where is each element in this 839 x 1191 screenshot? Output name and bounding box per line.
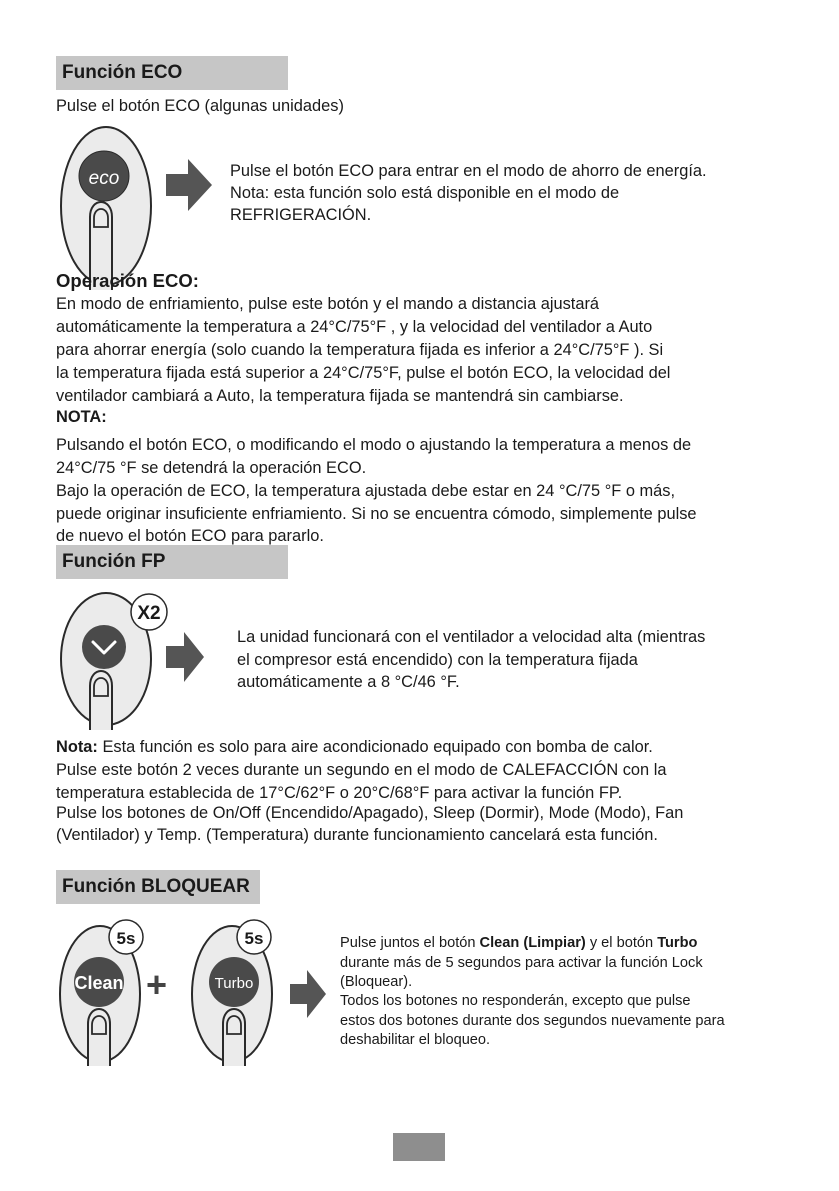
eco-note-line: de nuevo el botón ECO para pararlo. [56,527,324,545]
turbo-keyword: Turbo [657,935,698,951]
fp-note-label: Nota: [56,738,98,756]
fp-caption-line: el compresor está encendido) con la temperatura fijada [237,651,638,669]
lock-heading: Función BLOQUEAR [56,870,260,904]
fp-caption-line: automáticamente a 8 °C/46 °F. [237,673,460,691]
lock-caption-line: Todos los botones no responderán, excepto que pulse [340,993,691,1009]
eco-note-line: 24°C/75 °F se detendrá la operación ECO. [56,459,367,477]
fp-note-line: temperatura establecida de 17°C/62°F o 20°C/68°F para activar la función FP. [56,784,623,802]
lock-caption-line: durante más de 5 segundos para activar la función Lock [340,955,703,971]
eco-note-line: puede originar insuficiente enfriamiento. Si no se encuentra cómodo, simplemente pulse [56,505,697,523]
fp-note-line [56,738,653,757]
eco-operation-line: En modo de enfriamiento, pulse este botón y el mando a distancia ajustará [56,295,600,313]
lock-caption-part: y el botón [585,935,658,951]
turbo-hold-time: 5s [244,929,264,948]
fp-remote-illustration [56,588,174,730]
fp-note-line: Pulse este botón 2 veces durante un segundo en el modo de CALEFACCIÓN con la [56,761,667,779]
eco-intro: Pulse el botón ECO (algunas unidades) [56,97,344,115]
fp-button [82,625,126,669]
fp-arrow-icon [166,632,204,682]
clean-button-label: Clean [74,973,124,993]
eco-operation-line: automáticamente la temperatura a 24°C/75°F , y la velocidad del ventilador a Auto [56,318,653,336]
clean-remote-illustration [56,916,156,1066]
eco-note-title: NOTA: [56,408,107,426]
eco-operation-title: Operación ECO: [56,270,199,291]
lock-caption-line: deshabilitar el bloqueo. [340,1032,491,1048]
lock-arrow-icon [290,970,326,1018]
eco-operation-line: para ahorrar energía (solo cuando la temperatura fijada es inferior a 24°C/75°F ). Si [56,341,664,359]
fp-note-line: Pulse los botones de On/Off (Encendido/Apagado), Sleep (Dormir), Mode (Modo), Fan [56,804,684,822]
turbo-button-label: Turbo [214,975,254,992]
clean-keyword: Clean (Limpiar) [479,935,586,951]
eco-caption-line: REFRIGERACIÓN. [230,206,372,224]
fp-caption-line: La unidad funcionará con el ventilador a velocidad alta (mientras [237,628,706,646]
finger-icon [90,671,112,730]
lock-caption-line [340,935,697,951]
fp-heading: Función FP [56,545,288,579]
lock-caption-line: (Bloquear). [340,974,413,990]
eco-caption-line: Nota: esta función solo está disponible en el modo de [230,184,620,202]
eco-note-line: Bajo la operación de ECO, la temperatura ajustada debe estar en 24 °C/75 °F o más, [56,482,676,500]
fp-note-first: Esta función es solo para aire acondicionado equipado con bomba de calor. [97,738,653,756]
fp-note-line: (Ventilador) y Temp. (Temperatura) durante funcionamiento cancelará esta función. [56,826,658,844]
eco-operation-line: la temperatura fijada está superior a 24°C/75°F, pulse el botón ECO, la velocidad del [56,364,671,382]
eco-heading: Función ECO [56,56,288,90]
eco-note-line: Pulsando el botón ECO, o modificando el modo o ajustando la temperatura a menos de [56,436,692,454]
eco-operation-line: ventilador cambiará a Auto, la temperatura fijada se mantendrá sin cambiarse. [56,387,624,405]
fp-press-count: X2 [137,603,161,624]
clean-hold-time: 5s [116,929,136,948]
lock-caption-part: Pulse juntos el botón [340,935,480,951]
finger-icon [88,1009,110,1066]
plus-icon: + [146,964,168,1005]
eco-caption-line: Pulse el botón ECO para entrar en el modo de ahorro de energía. [230,162,707,180]
turbo-remote-illustration [186,916,286,1066]
eco-button-label: eco [88,168,120,189]
eco-remote-illustration [56,122,156,290]
finger-icon [223,1009,245,1066]
eco-arrow-icon [166,159,212,211]
lock-caption-line: estos dos botones durante dos segundos nuevamente para [340,1013,725,1029]
page-number-box [393,1133,445,1161]
